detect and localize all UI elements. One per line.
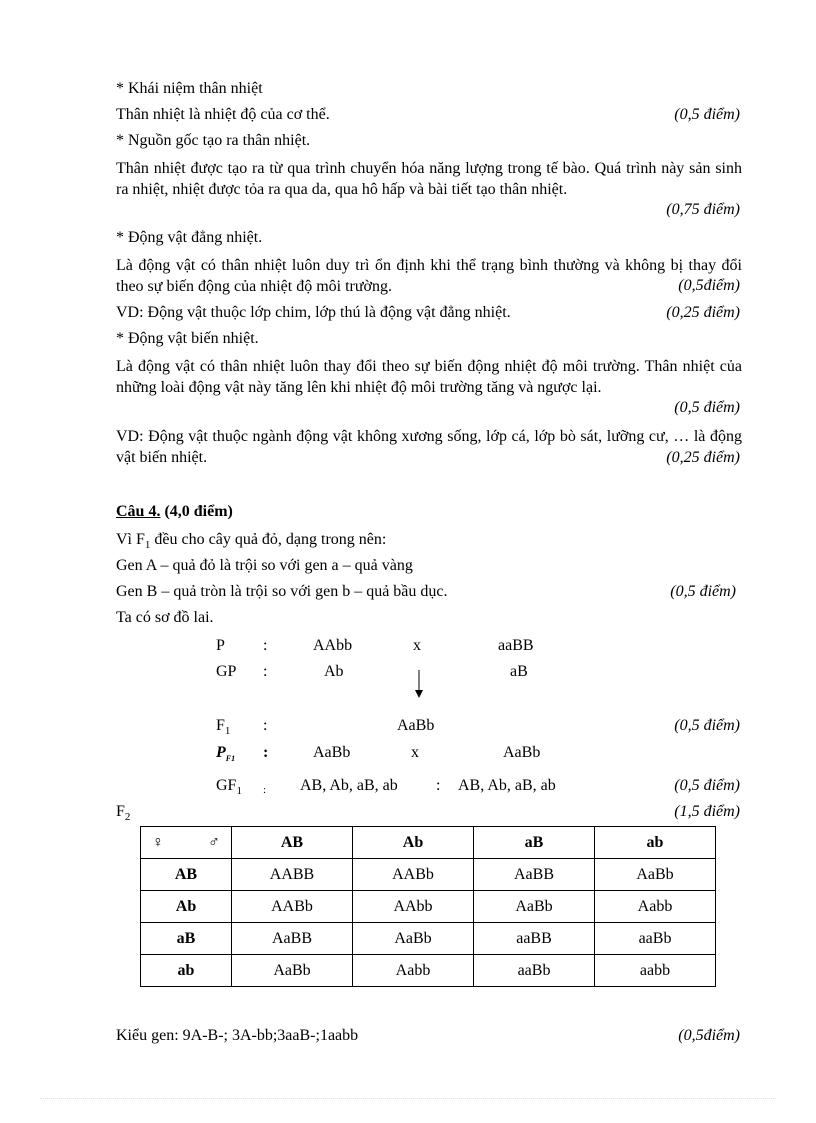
- score: (0,5điểm): [678, 277, 740, 294]
- table-cell: Aabb: [595, 891, 716, 923]
- line-gen-b: Gen B – quả tròn là trội so với gen b – quả bầu dục.: [116, 583, 448, 600]
- cross-x: x: [411, 744, 419, 761]
- cross-gf1-gametes-1: AB, Ab, aB, ab: [300, 777, 398, 794]
- paragraph-vd-bien-nhiet: VD: Động vật thuộc ngành động vật không xương sống, lớp cá, lớp bò sát, lưỡng cư, … là động vật biến nhiệt.: [116, 428, 742, 466]
- table-cell: AABb: [232, 891, 353, 923]
- column-header: aB: [474, 827, 595, 859]
- heading-khai-niem-than-nhiet: * Khái niệm thân nhiệt: [116, 80, 263, 97]
- cross-pf1-genotype-1: AaBb: [313, 744, 351, 761]
- subscript: 1: [224, 725, 231, 738]
- text: đều cho cây quả đỏ, dạng trong nên:: [150, 531, 387, 548]
- table-cell: AABb: [353, 859, 474, 891]
- table-row: [141, 923, 716, 955]
- score: (0,5 điểm): [670, 583, 736, 600]
- paragraph-nguon-goc: Thân nhiệt được tạo ra từ qua trình chuyển hóa năng lượng trong tế bào. Quá trình này sản sinh ra nhiệt, nhiệt được tỏa ra qua da, qua hô hấp và bài tiết tạo thân nhiệt.: [116, 160, 742, 198]
- table-cell: AAbb: [353, 891, 474, 923]
- score: (0,25 điểm): [666, 304, 740, 321]
- table-row: [141, 859, 716, 891]
- column-header: AB: [232, 827, 353, 859]
- heading-dong-vat-bien-nhiet: * Động vật biến nhiệt.: [116, 330, 259, 347]
- score: (0,5điểm): [678, 1027, 740, 1044]
- score: (0,75 điểm): [666, 201, 740, 218]
- line-so-do-lai: Ta có sơ đồ lai.: [116, 609, 214, 626]
- question-points: (4,0 điểm): [164, 503, 233, 520]
- cross-gf1-label: [216, 776, 242, 801]
- table-cell: AABB: [232, 859, 353, 891]
- question-4-heading: [116, 502, 233, 522]
- text: F: [116, 803, 125, 820]
- line-vd-dang-nhiet: VD: Động vật thuộc lớp chim, lớp thú là động vật đẳng nhiệt.: [116, 304, 511, 321]
- female-symbol: ♀: [152, 833, 164, 851]
- row-header: Ab: [141, 891, 232, 923]
- table-cell: aaBb: [595, 923, 716, 955]
- colon: :: [263, 717, 268, 734]
- colon: :: [263, 663, 268, 680]
- question-title: Câu 4.: [116, 503, 161, 520]
- f2-label: [116, 802, 130, 827]
- paragraph-dang-nhiet: Là động vật có thân nhiệt luôn duy trì ổn định khi thể trạng bình thường và không bị thay đổi theo sự biến động của nhiệt độ môi trường.: [116, 257, 742, 295]
- page-bottom-divider: [40, 1098, 776, 1099]
- table-row: [141, 955, 716, 987]
- text: F: [216, 717, 225, 734]
- subscript: 1: [144, 539, 151, 552]
- cross-f1-genotype: AaBb: [397, 717, 435, 734]
- cross-pf1-genotype-2: AaBb: [503, 744, 541, 761]
- table-cell: aaBB: [474, 923, 595, 955]
- table-row: [141, 891, 716, 923]
- text: P: [216, 744, 226, 761]
- colon: :: [436, 777, 441, 794]
- table-cell: AaBB: [232, 923, 353, 955]
- colon: :: [263, 637, 268, 654]
- text: GF: [216, 777, 237, 794]
- column-header: ab: [595, 827, 716, 859]
- cross-p-label: P: [216, 637, 225, 654]
- row-header: aB: [141, 923, 232, 955]
- line-f1-condition: [116, 530, 386, 555]
- heading-nguon-goc: * Nguồn gốc tạo ra thân nhiệt.: [116, 132, 311, 149]
- cross-gp-label: GP: [216, 663, 237, 680]
- down-arrow-icon: [413, 670, 425, 700]
- cross-x: x: [413, 637, 421, 654]
- subscript: 1: [236, 785, 242, 798]
- cross-f1-label: [216, 716, 230, 741]
- row-header: ab: [141, 955, 232, 987]
- line-kieu-gen: Kiểu gen: 9A-B-; 3A-bb;3aaB-;1aabb: [116, 1027, 359, 1044]
- score: (0,5 điểm): [674, 777, 740, 794]
- table-cell: AaBb: [232, 955, 353, 987]
- corner-cell: [141, 827, 232, 859]
- table-cell: Aabb: [353, 955, 474, 987]
- line-gen-a: Gen A – quả đỏ là trội so với gen a – quả vàng: [116, 557, 413, 574]
- score: (0,5 điểm): [674, 106, 740, 123]
- table-cell: AaBb: [595, 859, 716, 891]
- table-cell: AaBb: [353, 923, 474, 955]
- score: (1,5 điểm): [674, 803, 740, 820]
- cross-pf1-label: [216, 743, 235, 769]
- cross-p-genotype-2: aaBB: [498, 637, 534, 654]
- colon: :: [263, 744, 269, 761]
- table-header-row: [141, 827, 716, 859]
- cross-p-genotype-1: AAbb: [313, 637, 353, 654]
- score: (0,25 điểm): [666, 449, 740, 466]
- score: (0,5 điểm): [674, 399, 740, 416]
- score: (0,5 điểm): [674, 717, 740, 734]
- text: Vì F: [116, 531, 145, 548]
- paragraph-bien-nhiet: Là động vật có thân nhiệt luôn thay đổi theo sự biến động nhiệt độ môi trường. Thân nhiệt của những loài động vật này tăng lên khi nhiệt độ môi trường tăng và ngược lại.: [116, 358, 742, 396]
- cross-gp-gamete-1: Ab: [324, 663, 344, 680]
- cross-gf1-gametes-2: AB, Ab, aB, ab: [458, 777, 556, 794]
- row-header: AB: [141, 859, 232, 891]
- column-header: Ab: [353, 827, 474, 859]
- subscript: 2: [124, 811, 131, 824]
- table-cell: AaBb: [474, 891, 595, 923]
- line-than-nhiet-definition: Thân nhiệt là nhiệt độ của cơ thể.: [116, 106, 330, 123]
- punnett-square-table: [140, 826, 716, 987]
- subscript: F1: [225, 754, 236, 764]
- cross-gp-gamete-2: aB: [510, 663, 528, 680]
- table-cell: aaBb: [474, 955, 595, 987]
- heading-dong-vat-dang-nhiet: * Động vật đẳng nhiệt.: [116, 229, 263, 246]
- male-symbol: ♂: [208, 833, 220, 851]
- table-cell: aabb: [595, 955, 716, 987]
- colon: :: [263, 784, 267, 796]
- table-cell: AaBB: [474, 859, 595, 891]
